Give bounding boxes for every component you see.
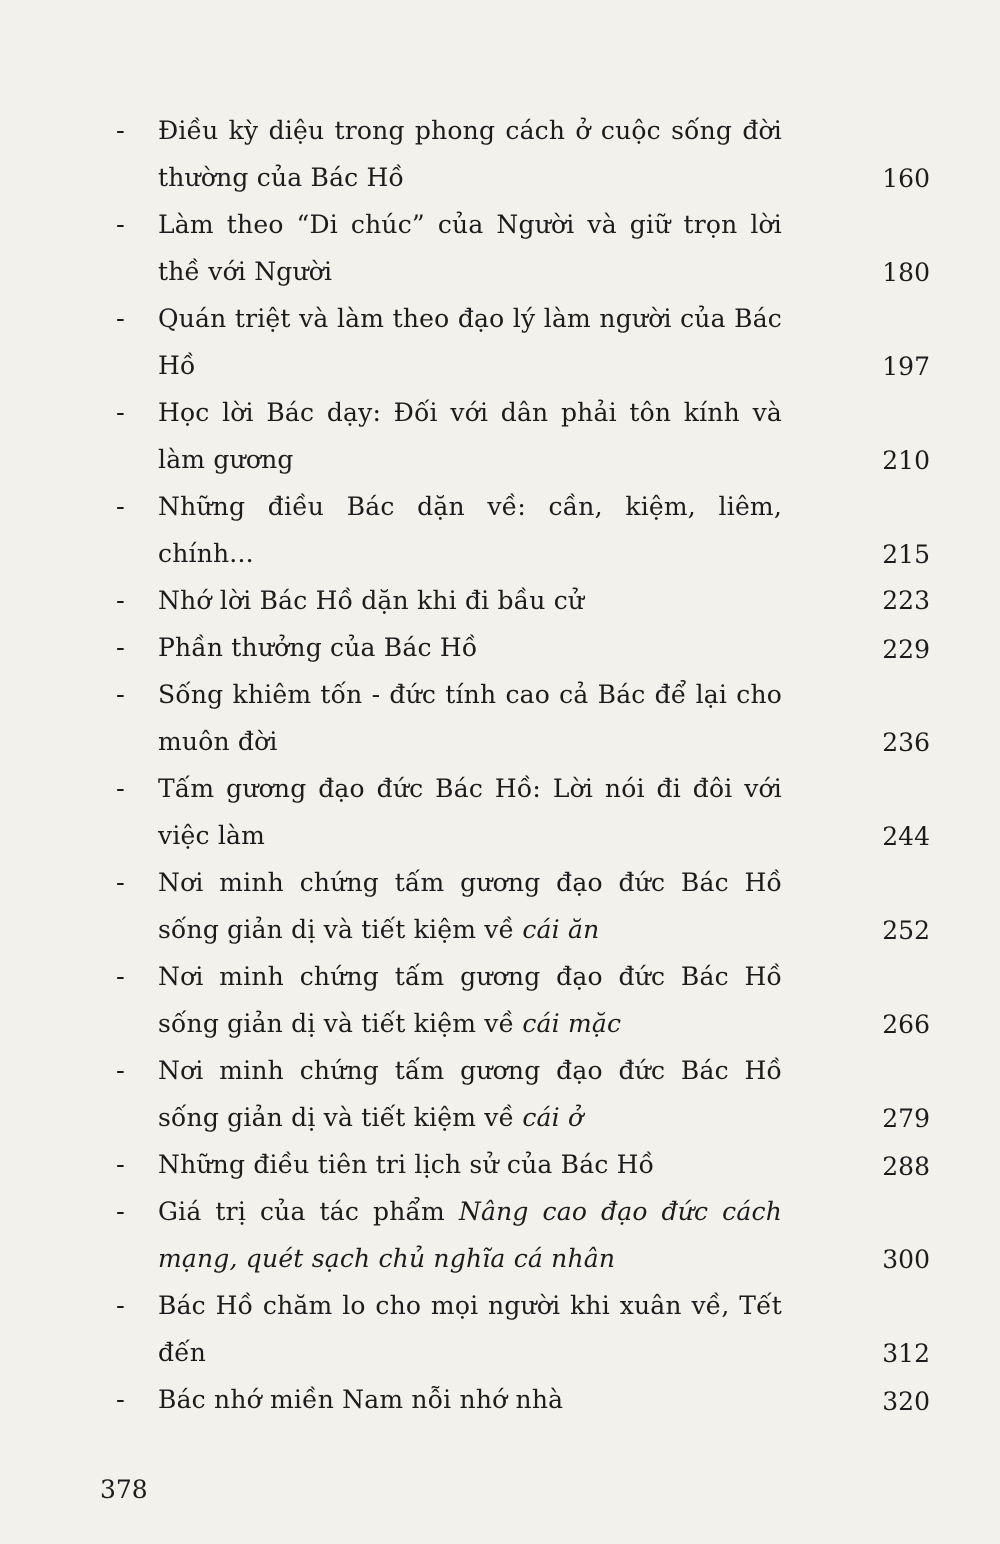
entry-dash: - [116,1197,125,1227]
entry-dash: - [116,398,125,428]
entry-page-ref: 160 [882,164,930,193]
entry-page-ref: 252 [882,916,930,945]
entry-page-ref: 236 [882,728,930,757]
entry-title: Giá trị của tác phẩm Nâng cao đạo đức cách mạng, quét sạch chủ nghĩa cá nhân [158,1197,782,1273]
entry-title: Bác nhớ miền Nam nỗi nhớ nhà [158,1385,564,1414]
entry-dash: - [116,210,125,240]
entry-title: Tấm gương đạo đức Bác Hồ: Lời nói đi đôi với việc làm [158,774,782,850]
entry-title: Điều kỳ diệu trong phong cách ở cuộc sống đời thường của Bác Hồ [158,116,782,192]
entry-title: Những điều Bác dặn về: cần, kiệm, liêm, chính... [158,492,782,568]
entry-dash: - [116,680,125,710]
entry-dash: - [116,492,125,522]
entry-title: Học lời Bác dạy: Đối với dân phải tôn kính và làm gương [158,398,782,474]
entry-page-ref: 300 [882,1245,930,1274]
entry-title: Những điều tiên tri lịch sử của Bác Hồ [158,1150,655,1179]
entry-dash: - [116,1056,125,1086]
entry-page-ref: 229 [882,635,930,664]
entry-dash: - [116,304,125,334]
entry-page-ref: 266 [882,1010,930,1039]
entry-dash: - [116,633,125,663]
page-number: 378 [100,1475,148,1504]
entry-dash: - [116,962,125,992]
entry-title: Nhớ lời Bác Hồ dặn khi đi bầu cử [158,586,585,615]
entry-title: Phần thưởng của Bác Hồ [158,633,478,662]
entry-title: Làm theo “Di chúc” của Người và giữ trọn lời thề với Người [158,210,782,286]
entry-page-ref: 279 [882,1104,930,1133]
entry-page-ref: 320 [882,1387,930,1416]
entry-title: Sống khiêm tốn - đức tính cao cả Bác để lại cho muôn đời [158,680,782,756]
entry-page-ref: 197 [882,352,930,381]
entry-title: Bác Hồ chăm lo cho mọi người khi xuân về, Tết đến [158,1291,782,1367]
entry-dash: - [116,1150,125,1180]
entry-dash: - [116,1291,125,1321]
entry-page-ref: 180 [882,258,930,287]
entry-title: Quán triệt và làm theo đạo lý làm người của Bác Hồ [158,304,782,380]
entry-dash: - [116,116,125,146]
entry-page-ref: 312 [882,1339,930,1368]
entry-page-ref: 210 [882,446,930,475]
entry-page-ref: 215 [882,540,930,569]
entry-dash: - [116,1385,125,1415]
entry-dash: - [116,774,125,804]
entry-page-ref: 244 [882,822,930,851]
entry-page-ref: 288 [882,1152,930,1181]
entry-dash: - [116,586,125,616]
entry-dash: - [116,868,125,898]
entry-title: Nơi minh chứng tấm gương đạo đức Bác Hồ sống giản dị và tiết kiệm về cái mặc [158,962,782,1038]
entry-title: Nơi minh chứng tấm gương đạo đức Bác Hồ sống giản dị và tiết kiệm về cái ăn [158,868,782,944]
entry-title: Nơi minh chứng tấm gương đạo đức Bác Hồ sống giản dị và tiết kiệm về cái ở [158,1056,782,1132]
entry-page-ref: 223 [882,586,930,615]
